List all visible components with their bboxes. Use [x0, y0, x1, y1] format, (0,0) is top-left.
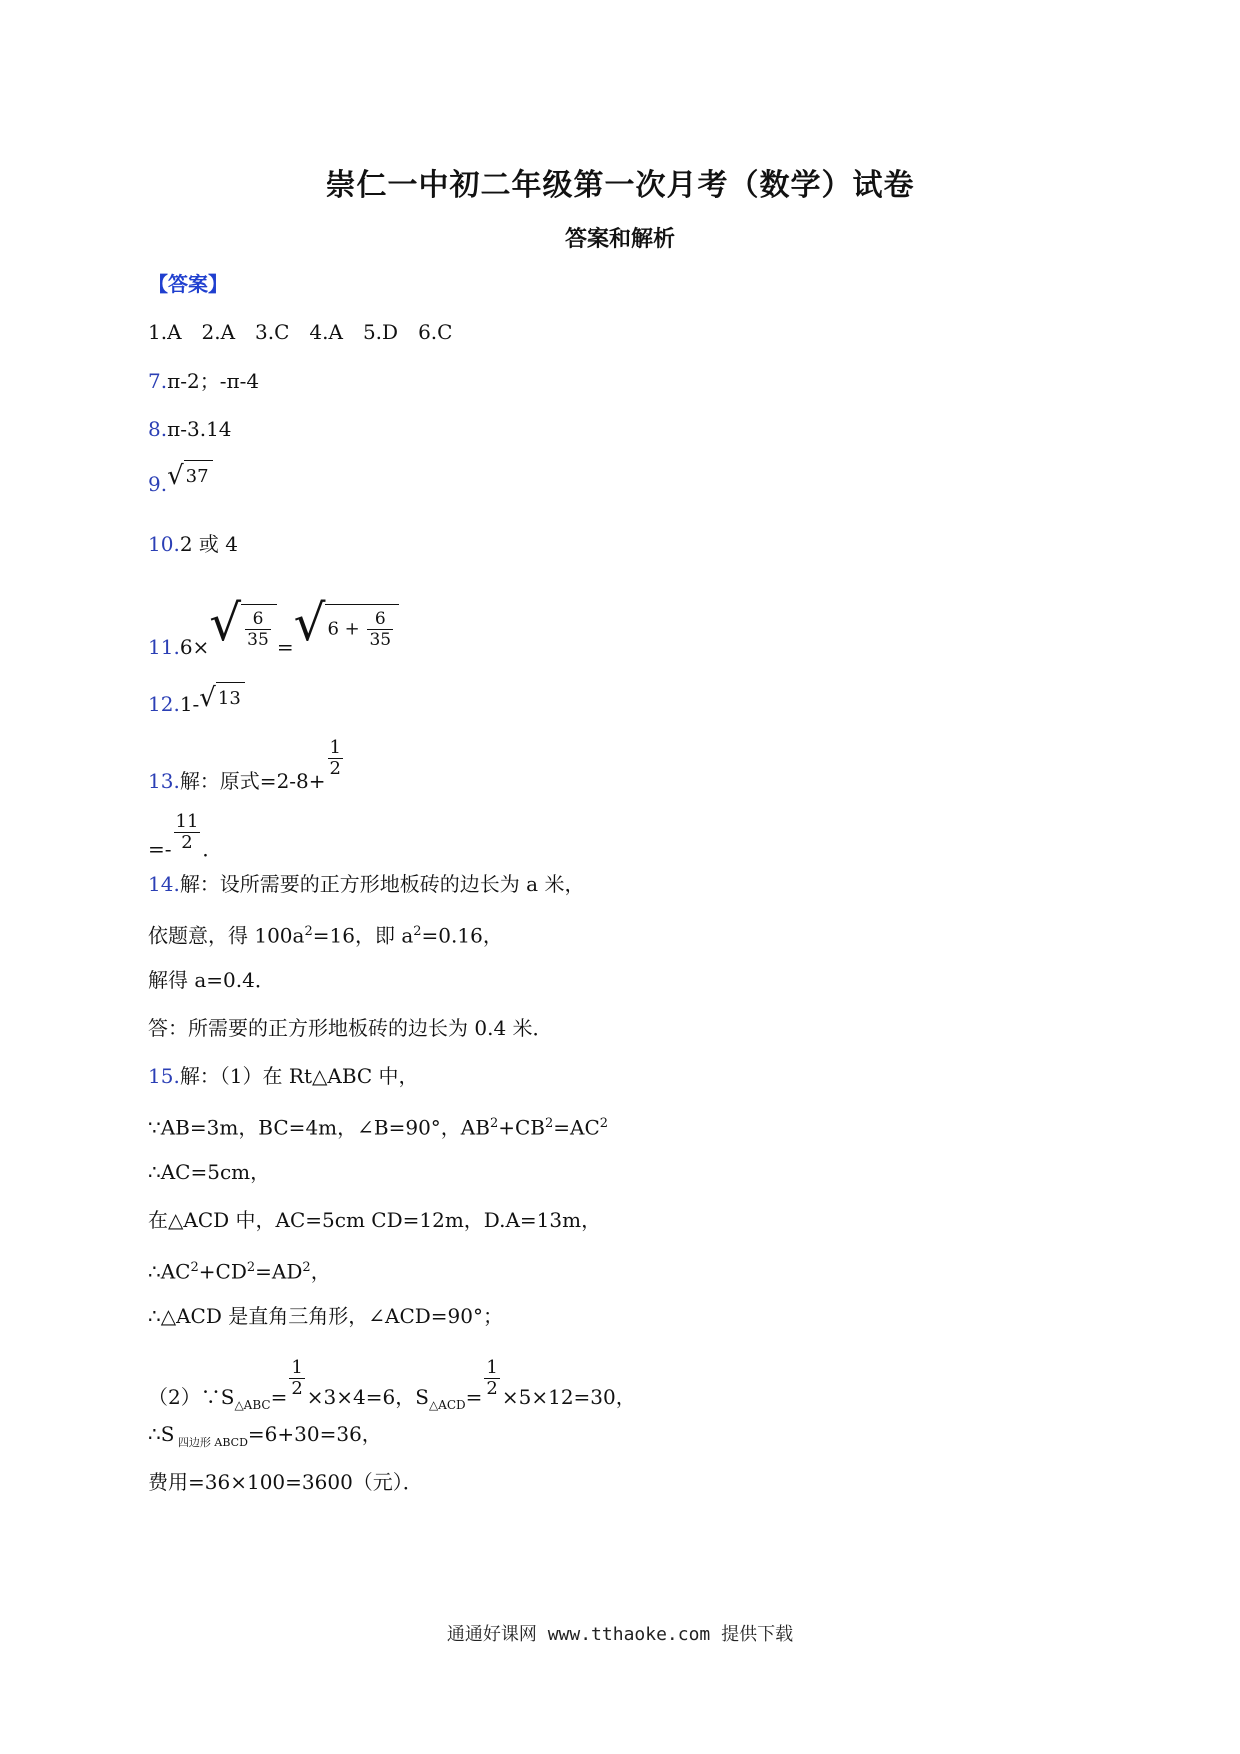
superscript: 2: [304, 924, 313, 939]
text-segment: ∴S: [148, 1422, 175, 1446]
fraction-denominator: 2: [181, 832, 193, 853]
answer-15-line-5: [148, 1254, 331, 1286]
answer-14-line-3: 解得 a=0.4．: [148, 968, 275, 992]
answer-suffix: ．: [202, 837, 223, 861]
text-segment: =6+30=36，: [247, 1422, 382, 1446]
answer-text: π-3.14: [167, 417, 232, 441]
subscript: △ABC: [234, 1398, 271, 1412]
subscript: △ACD: [428, 1398, 466, 1412]
answer-prefix: 1-: [179, 692, 200, 716]
superscript: 2: [544, 1116, 554, 1131]
superscript: 2: [246, 1260, 256, 1275]
text-segment: =: [465, 1385, 483, 1409]
text-segment: =AD: [255, 1259, 303, 1284]
question-number: 13.: [148, 769, 180, 793]
answer-15-line-1: [148, 1062, 419, 1090]
answer-15-line-4: 在△ACD 中，AC=5cm CD=12m，D.A=13m，: [148, 1208, 602, 1232]
answer-15-line-9: 费用=36×100=3600（元）．: [148, 1470, 423, 1494]
text-segment: =AC: [553, 1115, 600, 1140]
fraction-numerator: 6: [245, 609, 271, 630]
fraction-numerator: 1: [486, 1357, 498, 1378]
answer-text: 解：（1）在 Rt△ABC 中，: [179, 1064, 419, 1088]
question-number: 10.: [148, 532, 180, 556]
fraction: [328, 738, 343, 779]
sqrt-expression: √ $\frac{6}{35}$: [209, 603, 277, 650]
text-segment: +CB: [498, 1115, 545, 1140]
answer-15-line-8: [148, 1420, 382, 1457]
question-number: 14.: [148, 872, 180, 896]
answer-14-line-2: [148, 918, 503, 950]
answer-prefix: =-: [148, 837, 172, 861]
page-title: 崇仁一中初二年级第一次月考（数学）试卷: [325, 168, 915, 203]
answer-14-line-4: 答：所需要的正方形地板砖的边长为 0.4 米．: [148, 1016, 553, 1040]
text-segment: ∴AC: [148, 1259, 191, 1284]
fraction-numerator: 1: [329, 737, 341, 758]
fraction-numerator: 6: [367, 609, 393, 630]
radicand: 37: [184, 460, 213, 491]
superscript: 2: [302, 1260, 311, 1275]
fraction: [289, 1358, 304, 1399]
answer-11: [148, 594, 399, 672]
subscript: 四边形 ABCD: [174, 1436, 248, 1449]
text-segment: ，: [310, 1259, 331, 1284]
fraction-denominator: 2: [486, 1378, 498, 1399]
text-segment: （2）∵S: [148, 1385, 235, 1409]
question-number: 9.: [148, 472, 168, 496]
radicand: 13: [216, 682, 245, 713]
question-number: 15.: [148, 1064, 180, 1088]
text-segment: +CD: [198, 1259, 247, 1284]
fraction-denominator: 2: [329, 758, 341, 779]
sqrt-expression: √ 37: [167, 460, 212, 491]
answer-7: [148, 367, 259, 395]
fraction-denominator: 2: [291, 1378, 303, 1399]
fraction-2: [484, 1358, 499, 1399]
text-segment: 依题意，得 100a: [148, 923, 305, 948]
question-number: 8.: [148, 417, 168, 441]
answer-text: 解：设所需要的正方形地板砖的边长为 a 米，: [179, 872, 585, 896]
question-number: 11.: [148, 634, 180, 659]
radicand-prefix: 6 +: [327, 618, 366, 639]
fraction-denominator: 35: [247, 629, 269, 650]
footer-text: 通通好课网 www.tthaoke.com 提供下载: [446, 1624, 794, 1645]
page-subtitle: 答案和解析: [564, 226, 675, 252]
answer-label: 【答案】: [148, 272, 228, 296]
answer-15-line-6: ∴△ACD 是直角三角形，∠ACD=90°；: [148, 1304, 503, 1328]
answer-15-line-2: [148, 1110, 608, 1142]
answer-text: π-2；-π-4: [167, 369, 260, 393]
answer-prefix: 6×: [179, 634, 210, 659]
answer-13-line-2: [148, 811, 223, 871]
answer-10: [148, 530, 238, 558]
fraction-numerator: 1: [291, 1357, 303, 1378]
sqrt-expression-2: √ 6 + $\frac{6}{35}$: [294, 603, 400, 650]
fraction: [174, 812, 201, 853]
text-segment: ∵AB=3m，BC=4m，∠B=90°，AB: [148, 1115, 490, 1140]
text-segment: =0.16，: [421, 923, 503, 948]
superscript: 2: [190, 1260, 199, 1275]
superscript: 2: [489, 1116, 499, 1131]
text-segment: =: [270, 1385, 288, 1409]
answer-15-line-3: ∴AC=5cm，: [148, 1160, 271, 1184]
sqrt-expression: √ 13: [199, 682, 244, 713]
answer-text: 2 或 4: [179, 532, 238, 556]
fraction-denominator: 35: [369, 629, 392, 650]
text-segment: ×3×4=6，S: [306, 1385, 429, 1409]
equals-sign: =: [276, 634, 294, 659]
answer-12: [148, 683, 245, 721]
answer-14-line-1: [148, 870, 584, 898]
answer-15-line-7: [148, 1357, 636, 1419]
answer-9: [148, 461, 213, 501]
answer-13-line-1: [148, 737, 345, 803]
answer-text: 解：原式=2-8+: [179, 769, 326, 793]
answer-8: [148, 415, 232, 443]
text-segment: =16，即 a: [312, 923, 414, 948]
fraction-numerator: 11: [175, 811, 199, 832]
question-number: 12.: [148, 692, 180, 716]
superscript: 2: [413, 924, 422, 939]
text-segment: ×5×12=30，: [501, 1385, 636, 1409]
question-number: 7.: [148, 369, 168, 393]
superscript: 2: [599, 1116, 609, 1131]
mc-answers: 1.A 2.A 3.C 4.A 5.D 6.C: [148, 320, 453, 344]
